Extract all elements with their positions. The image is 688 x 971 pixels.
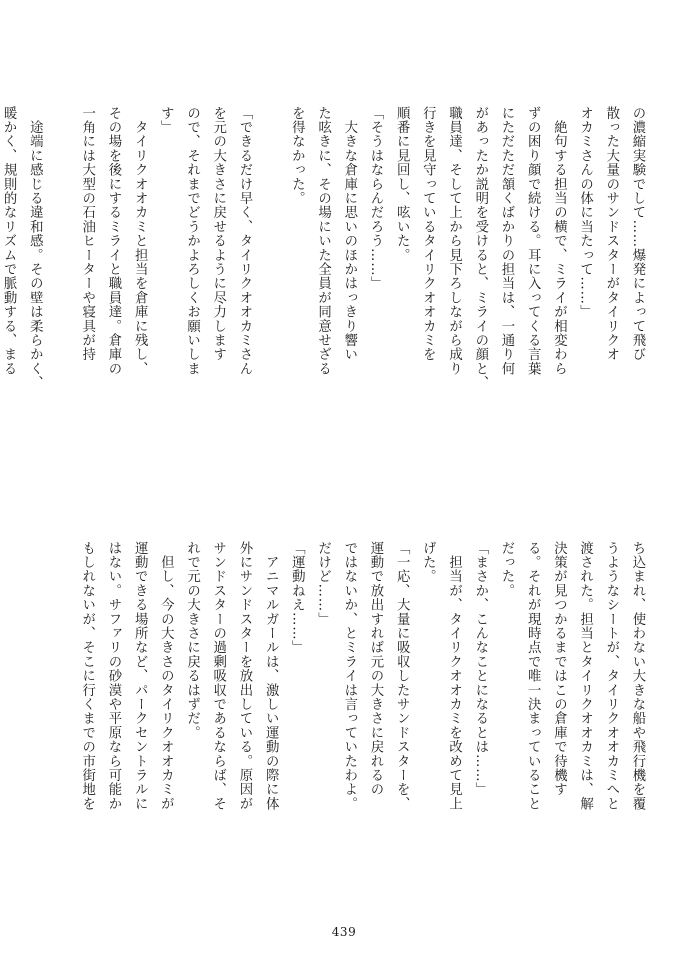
- text-column: を得なかった。: [289, 106, 305, 206]
- text-column: うようなシートが、タイリクオオカミへと: [603, 541, 619, 811]
- text-column: 途端に感じる違和感。その壁は柔らかく、: [27, 106, 43, 390]
- text-column: があったか説明を受けると、ミライの顔と、: [472, 106, 488, 390]
- text-column: 決策が見つかるまではこの倉庫で待機す: [551, 541, 567, 797]
- text-column: ので、それまでどうかよろしくお願いしま: [184, 106, 200, 376]
- text-column: 行きを見守っているタイリクオオカミを: [420, 106, 436, 362]
- text-column: 散った大量のサンドスターがタイリクオ: [603, 106, 619, 362]
- text-column: [257, 106, 283, 436]
- text-column: る。それが現時点で唯一決まっていること: [525, 541, 541, 811]
- text-column: 「そうはならんだろう……」: [367, 106, 383, 291]
- text-column: 大きな倉庫に思いのほかはっきり響い: [341, 106, 357, 362]
- text-column: 「一応、大量に吸収したサンドスターを、: [394, 541, 410, 811]
- text-column: にただただ頷くばかりの担当は、一通り何: [498, 106, 514, 376]
- text-column: 絶句する担当の横で、ミライが相変わら: [551, 106, 567, 376]
- text-column: 「まさか、こんなことになるとは……」: [472, 541, 488, 797]
- text-column: はない。サファリの砂漠や平原なら可能か: [105, 541, 121, 811]
- text-column: ではないか、とミライは言っていたわよ。: [341, 541, 357, 811]
- text-column: その場を後にするミライと職員達。倉庫の: [105, 106, 121, 376]
- text-column: 外にサンドスターを放出している。原因が: [236, 541, 252, 811]
- text-column: もしれないが、そこに行くまでの市街地を: [79, 541, 95, 811]
- text-column: れで元の大きさに戻るはずだ。: [184, 541, 200, 740]
- text-column: 「運動ねえ……」: [289, 541, 305, 655]
- text-column: 「できるだけ早く、タイリクオオカミさん: [236, 106, 252, 376]
- text-column: タイリクオオカミと担当を倉庫に残し、: [132, 106, 148, 376]
- text-column: 運動できる場所など、パークセントラルに: [132, 541, 148, 811]
- text-column: を元の大きさに戻せるように尽力します: [210, 106, 226, 362]
- text-column: だけど……」: [315, 541, 331, 627]
- upper-text-block: [1, 106, 650, 436]
- page-number: 439: [331, 925, 357, 939]
- text-column: 職員達、そして上から見下ろしながら成り: [446, 106, 462, 376]
- text-column: アニマルガールは、激しい運動の際に体: [263, 541, 279, 811]
- text-column: ち込まれ、使わない大きな船や飛行機を覆: [630, 541, 645, 811]
- text-column: た呟きに、その場にいた全員が同意せざる: [315, 106, 331, 376]
- text-column: ずの困り顔で続ける。耳に入ってくる言葉: [525, 106, 541, 376]
- text-column: 一角には大型の石油ヒーターや寝具が持: [79, 106, 95, 362]
- text-column: 渡された。担当とタイリクオオカミは、解: [577, 541, 593, 811]
- text-column: げた。: [420, 541, 436, 584]
- text-column: サンドスターの過剰吸収であるならば、そ: [210, 541, 226, 811]
- text-column: す」: [158, 106, 174, 135]
- text-column: 順番に見回し、呟いた。: [394, 106, 410, 263]
- text-column: の濃縮実験でして……爆発によって飛び: [630, 106, 645, 362]
- text-column: 運動で放出すれば元の大きさに戻れるの: [367, 541, 383, 797]
- text-column: 但し、今の大きさのタイリクオオカミが: [158, 541, 174, 811]
- text-column: [47, 106, 73, 436]
- text-column: 担当が、タイリクオオカミを改めて見上: [446, 541, 462, 811]
- text-column: だった。: [498, 541, 514, 598]
- text-column: 暖かく、規則的なリズムで脈動する、まる: [1, 106, 17, 376]
- text-column: オカミさんの体に当たって……」: [577, 106, 593, 319]
- lower-text-block: [50, 541, 650, 871]
